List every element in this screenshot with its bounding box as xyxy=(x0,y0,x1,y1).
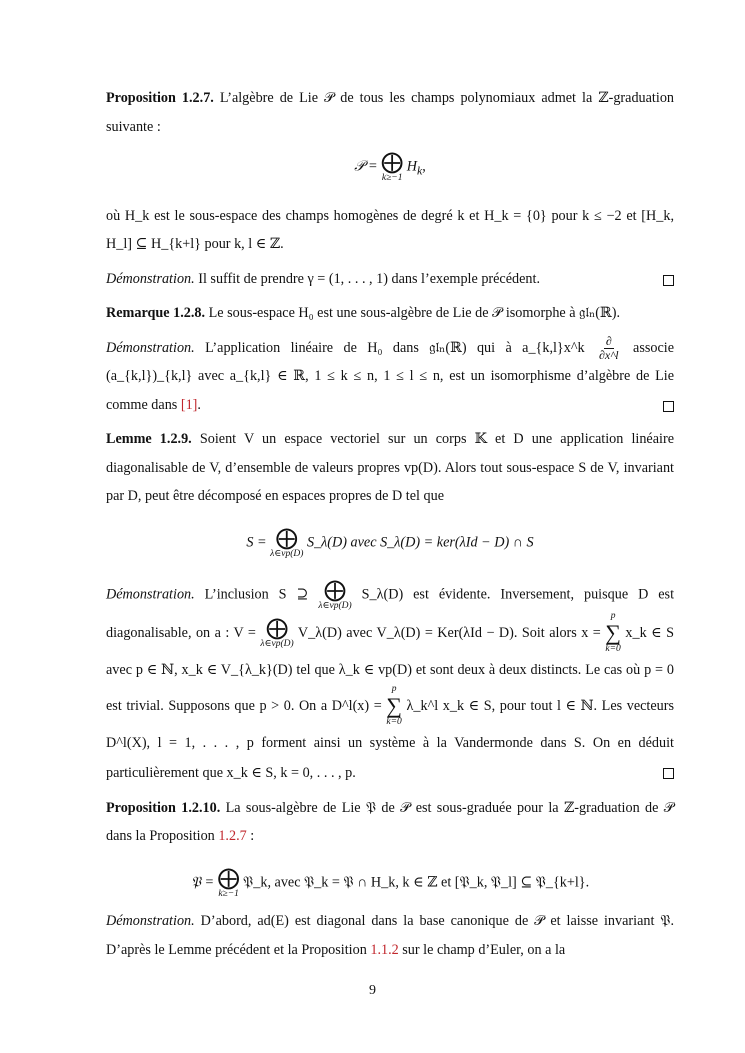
proof-text-d: x_k ∈ S avec p ∈ ℕ, x_k ∈ V_{λ_k}(D) tel que λ_k ∈ vp(D) et sont deux à deux distincts. Le cas où p = 0 est trivial. Supposons que p > 0. On a D^l(x) = xyxy=(106,624,675,714)
equation-lhs: 𝒫 = xyxy=(354,158,378,175)
fraction-denominator: ∂x^l xyxy=(598,347,619,362)
direct-sum-operator xyxy=(260,614,294,650)
proof-label: Démonstration. xyxy=(106,913,195,929)
proof-text-b: associe (a_{k,l})_{k,l} avec a_{k,l} ∈ ℝ, 1 ≤ k ≤ n, 1 ≤ l ≤ n, est un isomorphisme d’algèbre de Lie comme dans xyxy=(106,339,675,413)
qed-square-icon xyxy=(663,275,674,286)
proof-text: Il suffit de prendre γ = (1, . . . , 1) dans l’exemple précédent. xyxy=(198,270,541,287)
lemma-label: Lemme 1.2.9. xyxy=(106,431,192,447)
fraction-numerator: ∂ xyxy=(605,333,612,348)
proposition-text-b: : xyxy=(250,828,255,844)
direct-sum-operator xyxy=(381,151,403,184)
proof-2 xyxy=(106,334,674,420)
proposition-label: Proposition 1.2.7. xyxy=(106,90,214,106)
proposition-text-a: La sous-algèbre de Lie 𝔓 de 𝒫 est sous-graduée pour la ℤ-graduation de 𝒫 dans la Proposition xyxy=(106,799,674,844)
direct-sum-symbol: ⨁ xyxy=(275,524,298,550)
direct-sum-symbol: ⨁ xyxy=(217,864,240,890)
direct-sum-operator xyxy=(217,864,240,900)
proposition-continuation: où H_k est le sous-espace des champs homogènes de degré k et H_k = {0} pour k ≤ −2 et [H_k, H_l] ⊆ H_{k+l} pour k, l ∈ ℤ. xyxy=(106,207,674,252)
summation-operator xyxy=(605,612,621,655)
direct-sum-subscript: λ∈vp(D) xyxy=(260,638,294,649)
direct-sum-subscript: k≥−1 xyxy=(381,173,403,183)
summation-superscript: p xyxy=(610,610,616,621)
direct-sum-symbol: ⨁ xyxy=(381,149,404,174)
lemma-text: Soient V un espace vectoriel sur un corps 𝕂 et D une application linéaire diagonalisable de V, d’ensemble de valeurs propres vp(D). Alors tout sous-espace S de V, invariant par D, peut être décomposé en espaces propres de D tel que xyxy=(106,431,674,504)
summation-subscript: k=0 xyxy=(605,644,621,654)
proof-tail: . xyxy=(197,396,201,413)
direct-sum-symbol: ⨁ xyxy=(266,614,289,640)
equation-rhs: S_λ(D) avec S_λ(D) = ker(λId − D) ∩ S xyxy=(306,534,534,551)
page-body xyxy=(106,84,674,970)
proof-4 xyxy=(106,907,674,964)
partial-derivative-fraction xyxy=(597,335,621,362)
remark-1-2-8 xyxy=(106,299,674,328)
summation-symbol: ∑ xyxy=(386,693,402,718)
summation-operator xyxy=(386,685,402,728)
equation-lhs: S = xyxy=(246,534,267,551)
proof-label: Démonstration. xyxy=(106,339,195,356)
proposition-reference-link[interactable]: 1.2.7 xyxy=(218,828,247,844)
proof-label: Démonstration. xyxy=(106,586,195,603)
remark-label: Remarque 1.2.8. xyxy=(106,305,206,321)
proof-text-e: λ_k^l x_k ∈ S, pour tout l ∈ ℕ. Les vecteurs D^l(X), l = 1, . . . , p forment ainsi un système à la Vandermonde dans S. On en déduit particulièrement que x_k ∈ S, k = 0, . . . , p. xyxy=(106,697,674,781)
equation-rhs: 𝔓_k, avec 𝔓_k = 𝔓 ∩ H_k, k ∈ ℤ et [𝔓_k, 𝔓_l] ⊆ 𝔓_{k+l}. xyxy=(243,874,590,891)
direct-sum-subscript: λ∈vp(D) xyxy=(318,601,352,611)
summation-superscript: p xyxy=(391,683,397,694)
remark-text: Le sous-espace H₀ est une sous-algèbre de Lie de 𝒫 isomorphe à 𝔤𝔩ₙ(ℝ). xyxy=(208,305,620,321)
direct-sum-subscript: λ∈vp(D) xyxy=(270,548,304,559)
proposition-reference-link[interactable]: 1.1.2 xyxy=(370,941,399,958)
proof-text-b: S_λ(D) est évidente. Inversement, puisque D est diagonalisable, on a : V = xyxy=(106,586,675,641)
proof-text-b: sur le champ d’Euler, on a la xyxy=(402,941,566,958)
lemma-1-2-9 xyxy=(106,425,674,511)
citation-link[interactable]: [1] xyxy=(180,396,198,413)
proof-label: Démonstration. xyxy=(106,270,195,287)
direct-sum-operator xyxy=(270,524,304,560)
qed-square-icon xyxy=(663,401,674,412)
equation-tail: , xyxy=(422,158,426,175)
page-number: 9 xyxy=(369,983,376,998)
proposition-label: Proposition 1.2.10. xyxy=(106,799,221,816)
equation-rhs: H xyxy=(406,158,417,175)
proof-text-a: L’inclusion S ⊇ xyxy=(204,586,309,603)
proof-1 xyxy=(106,265,674,294)
proof-text-c: V_λ(D) avec V_λ(D) = Ker(λId − D). Soit alors x = xyxy=(297,624,601,641)
summation-subscript: k=0 xyxy=(386,717,402,727)
display-equation-subgrading xyxy=(106,864,674,900)
equation-rhs-subscript: k xyxy=(416,163,423,178)
direct-sum-operator xyxy=(318,579,351,612)
proof-3 xyxy=(106,579,674,788)
qed-square-icon xyxy=(663,768,674,779)
summation-symbol: ∑ xyxy=(605,620,621,645)
proof-text-a: L’application linéaire de H₀ dans 𝔤𝔩ₙ(ℝ) qui à a_{k,l}x^k xyxy=(205,339,585,356)
proposition-1-2-10 xyxy=(106,794,674,851)
proof-text-a: D’abord, ad(E) est diagonal dans la base canonique de 𝒫 et laisse invariant 𝔓. D’après le Lemme précédent et la Proposition xyxy=(106,913,675,958)
equation-lhs: 𝔓 = xyxy=(190,874,215,891)
direct-sum-symbol: ⨁ xyxy=(324,577,347,602)
display-equation-eigenspaces xyxy=(106,524,674,560)
direct-sum-subscript: k≥−1 xyxy=(218,888,239,899)
proposition-1-2-7 xyxy=(106,84,674,141)
proposition-text: L’algèbre de Lie 𝒫 de tous les champs polynomiaux admet la ℤ-graduation suivante : xyxy=(106,90,675,135)
display-equation-grading xyxy=(106,151,674,184)
